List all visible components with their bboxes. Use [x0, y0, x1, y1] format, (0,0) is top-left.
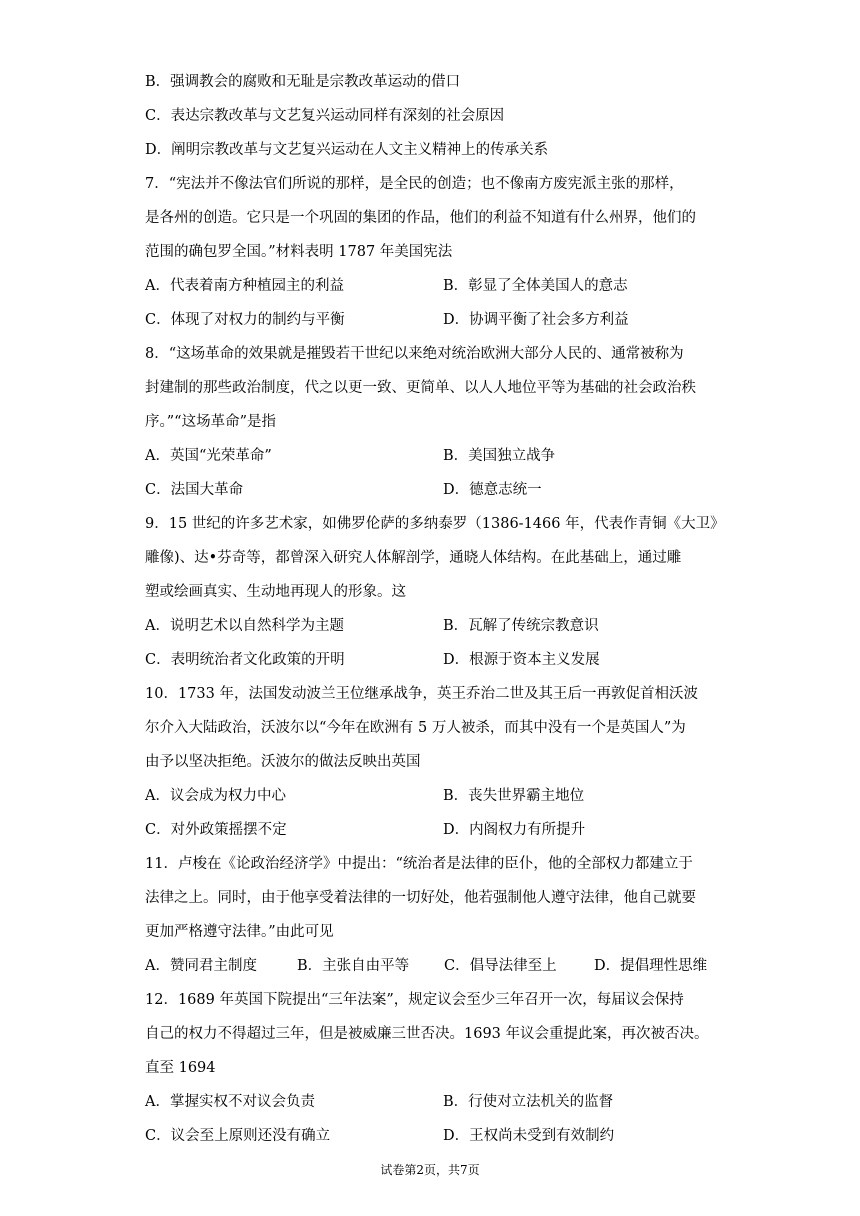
q12-option-d: D．王权尚未受到有效制约 [443, 1128, 615, 1144]
q8-stem-line: 8．“这场革命的效果就是摧毁若干世纪以来绝对统治欧洲大部分人民的、通常被称为 [145, 346, 684, 362]
q8-stem-line: 封建制的那些政治制度，代之以更一致、更简单、以人人地位平等为基础的社会政治秩 [145, 380, 696, 396]
page-footer: 试卷第2页，共7页 [380, 1163, 480, 1177]
q9-option-a: A．说明艺术以自然科学为主题 [145, 618, 344, 634]
q10-option-c: C．对外政策摇摆不定 [145, 822, 287, 838]
q8-option-d: D．德意志统一 [443, 482, 542, 498]
q12-stem-line: 直至 1694 [145, 1060, 216, 1076]
q8-option-b: B．美国独立战争 [443, 448, 556, 464]
q12-stem-line: 12．1689 年英国下院提出“三年法案”，规定议会至少三年召开一次，每届议会保持 [145, 992, 684, 1008]
q7-stem-line: 是各州的创造。它只是一个巩固的集团的作品，他们的利益不知道有什么州界，他们的 [145, 210, 696, 226]
q9-stem-line: 塑或绘画真实、生动地再现人的形象。这 [145, 584, 406, 600]
q10-stem-line: 10．1733 年，法国发动波兰王位继承战争，英王乔治二世及其王后一再敦促首相沃波 [145, 686, 698, 702]
q11-stem-line: 法律之上。同时，由于他享受着法律的一切好处，他若强制他人遵守法律，他自己就要 [145, 890, 696, 906]
q6-option-c: C．表达宗教改革与文艺复兴运动同样有深刻的社会原因 [145, 108, 505, 124]
q12-option-b: B．行使对立法机关的监督 [443, 1094, 614, 1110]
q11-stem-line: 更加严格遵守法律。”由此可见 [145, 924, 334, 940]
q6-option-d: D．阐明宗教改革与文艺复兴运动在人文主义精神上的传承关系 [145, 142, 549, 158]
q7-option-c: C．体现了对权力的制约与平衡 [145, 312, 345, 328]
q12-option-a: A．掌握实权不对议会负责 [145, 1094, 315, 1110]
q7-option-a: A．代表着南方种植园主的利益 [145, 278, 344, 294]
q11-option-b: B．主张自由平等 [297, 958, 410, 974]
q10-stem-line: 尔介入大陆政治，沃波尔以“今年在欧洲有 5 万人被杀，而其中没有一个是英国人”为 [145, 720, 686, 736]
q6-option-b: B．强调教会的腐败和无耻是宗教改革运动的借口 [145, 74, 461, 90]
q10-stem-line: 由予以坚决拒绝。沃波尔的做法反映出英国 [145, 754, 421, 770]
q10-option-a: A．议会成为权力中心 [145, 788, 286, 804]
q8-option-c: C．法国大革命 [145, 482, 244, 498]
q8-stem-line: 序。”“这场革命”是指 [145, 414, 276, 430]
q7-stem-line: 7．“宪法并不像法官们所说的那样，是全民的创造；也不像南方废宪派主张的那样， [145, 176, 684, 192]
q7-stem-line: 范围的确包罗全国。”材料表明 1787 年美国宪法 [145, 244, 453, 260]
q9-stem-line: 雕像)、达•芬奇等，都曾深入研究人体解剖学，通晓人体结构。在此基础上，通过雕 [145, 550, 682, 566]
q8-option-a: A．英国“光荣革命” [145, 448, 272, 464]
q10-option-b: B．丧失世界霸主地位 [443, 788, 585, 804]
q12-stem-line: 自己的权力不得超过三年，但是被威廉三世否决。1693 年议会重提此案，再次被否决。 [145, 1026, 709, 1042]
q11-option-d: D．提倡理性思维 [594, 958, 708, 974]
q11-option-a: A．赞同君主制度 [145, 958, 257, 974]
q9-stem-line: 9．15 世纪的许多艺术家，如佛罗伦萨的多纳泰罗（1386-1466 年，代表作青铜《大卫》 [145, 516, 725, 532]
q7-option-d: D．协调平衡了社会多方利益 [443, 312, 629, 328]
q7-option-b: B．彰显了全体美国人的意志 [443, 278, 628, 294]
q12-option-c: C．议会至上原则还没有确立 [145, 1128, 331, 1144]
q10-option-d: D．内阁权力有所提升 [443, 822, 586, 838]
q9-option-c: C．表明统治者文化政策的开明 [145, 652, 345, 668]
q11-stem-line: 11．卢梭在《论政治经济学》中提出：“统治者是法律的臣仆，他的全部权力都建立于 [145, 856, 693, 872]
q9-option-d: D．根源于资本主义发展 [443, 652, 600, 668]
q9-option-b: B．瓦解了传统宗教意识 [443, 618, 599, 634]
q11-option-c: C．倡导法律至上 [444, 958, 557, 974]
